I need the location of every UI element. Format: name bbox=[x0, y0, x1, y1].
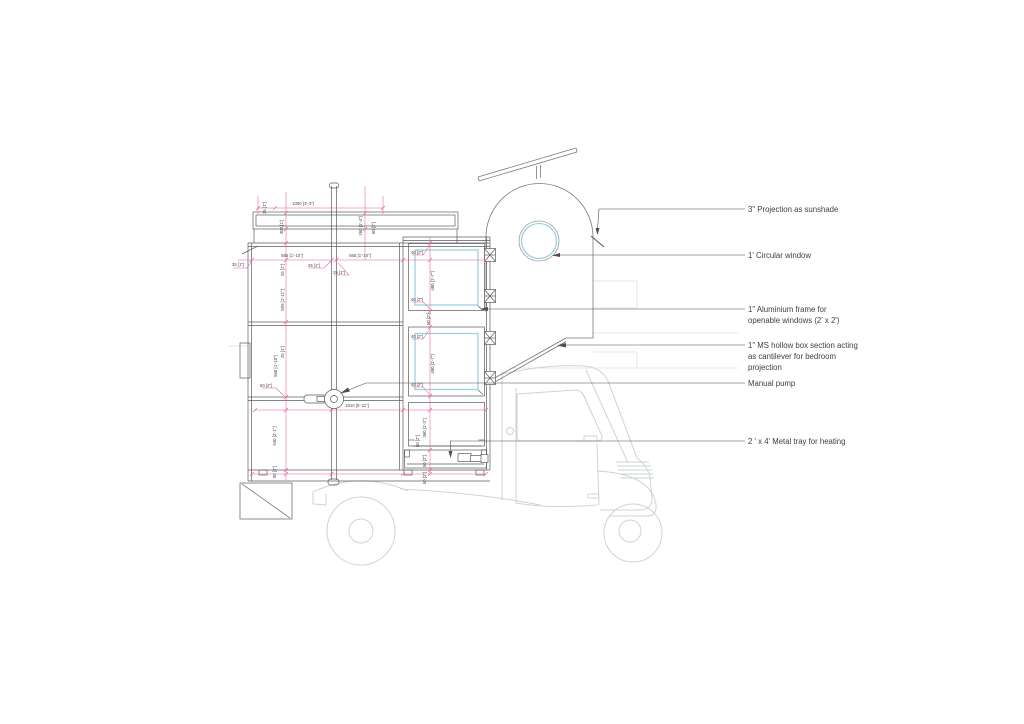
dim-label: 25 [1"] bbox=[333, 270, 346, 275]
dim-label: 560 [1'-10"] bbox=[273, 355, 278, 377]
dim-label: 50 [2"] bbox=[415, 434, 420, 448]
tray-latch-nub bbox=[481, 455, 488, 463]
dim-label: 1000 [3'-3"] bbox=[292, 201, 314, 206]
dim-label: 360 [1'-2"] bbox=[422, 418, 427, 438]
tray-latch bbox=[458, 454, 471, 462]
dim-label: 595 [1'-11"] bbox=[280, 289, 285, 311]
dim-label: 40 [2"] bbox=[411, 334, 424, 339]
hinge-icon bbox=[485, 372, 496, 385]
hinge-icon bbox=[485, 290, 496, 303]
dim-label: 1810 [5'-11"] bbox=[345, 403, 369, 408]
dim-label: 50 [2"] bbox=[371, 221, 376, 235]
annotation-aluminium-frame-line1: 1" Aluminium frame for bbox=[748, 305, 827, 314]
annotation-ms-box-line1: 1" MS hollow box section acting bbox=[748, 341, 858, 350]
dim-label: 300 [1'] bbox=[279, 220, 284, 234]
dim-label: 25 [1"] bbox=[280, 263, 285, 277]
dim-label: 50 [2"] bbox=[422, 471, 427, 485]
annotation-sunshade: 3" Projection as sunshade bbox=[748, 205, 839, 214]
annotation-ms-box-line2: as cantilever for bedroom bbox=[748, 352, 836, 361]
annotation-ms-box-line3: projection bbox=[748, 363, 782, 372]
dim-label: 50 [2"] bbox=[272, 465, 277, 479]
dim-label: 25 [1"] bbox=[308, 263, 321, 268]
hinge-icon bbox=[485, 332, 496, 345]
annotation-manual-pump: Manual pump bbox=[748, 379, 796, 388]
annotation-circular-window: 1' Circular window bbox=[748, 251, 812, 260]
dim-label: 565 [1'-10"] bbox=[349, 253, 371, 258]
dim-label: 40 [2"] bbox=[411, 297, 424, 302]
annotation-metal-tray: 2 ' x 4' Metal tray for heating bbox=[748, 437, 846, 446]
manual-pump-body bbox=[325, 390, 344, 409]
dim-label: 50 [2"] bbox=[426, 312, 431, 326]
dim-label: 25 [1"] bbox=[262, 201, 267, 215]
dim-label: 480 [1'-7"] bbox=[430, 354, 435, 374]
dim-label: 25 [1"] bbox=[280, 345, 285, 359]
dim-label: 940 [3'-1"] bbox=[272, 426, 277, 446]
dim-label: 40 [2"] bbox=[411, 382, 424, 387]
dim-label: 35 [1"] bbox=[232, 262, 245, 267]
annotation-aluminium-frame-line2: openable windows (2' x 2') bbox=[748, 316, 840, 325]
dim-label: 565 [1'-10"] bbox=[281, 253, 303, 258]
dim-label: 480 [1'-7"] bbox=[430, 271, 435, 291]
circular-window-rim bbox=[519, 221, 559, 261]
tray-latch-slide bbox=[471, 456, 482, 462]
dim-label: 40 [2"] bbox=[411, 250, 424, 255]
dim-label: 50 [2"] bbox=[422, 454, 427, 468]
dim-label: 50 [2"] bbox=[260, 383, 273, 388]
dim-label: 260 [1'-4"] bbox=[358, 216, 363, 236]
